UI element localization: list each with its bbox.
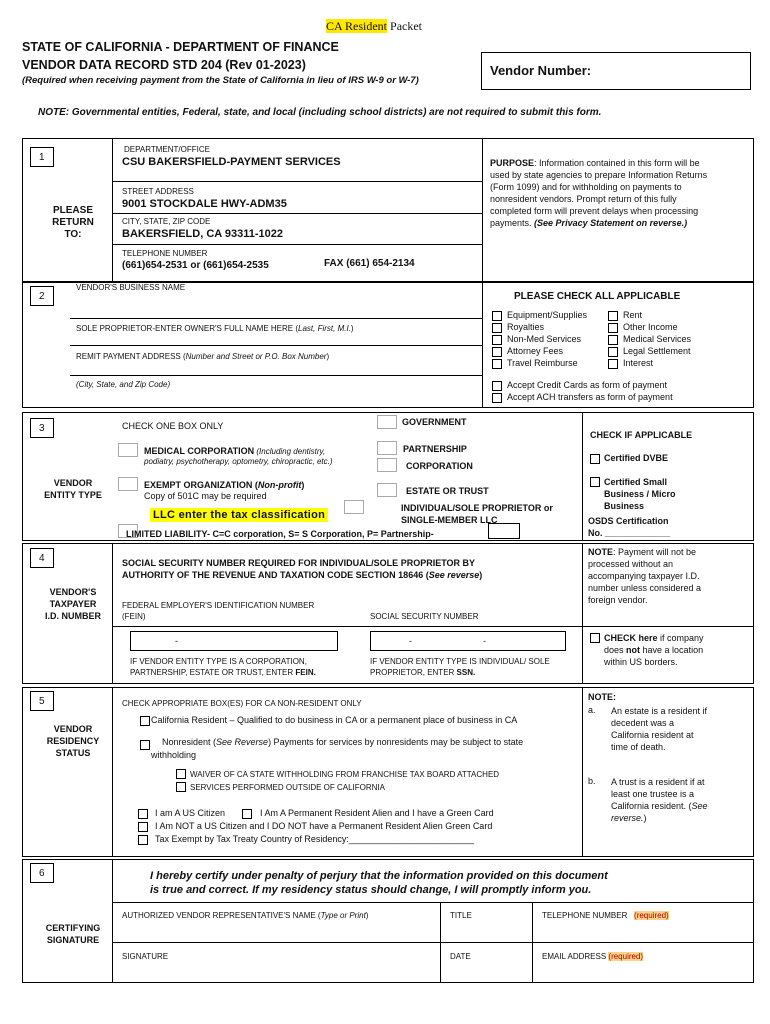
email-required: (required) <box>608 952 644 961</box>
vendor-number-label: Vendor Number: <box>490 63 592 78</box>
city-state-zip-label: (City, State, and Zip Code) <box>76 380 171 389</box>
section-1-number: 1 <box>30 147 54 167</box>
legal-settlement-checkbox[interactable] <box>608 347 618 357</box>
section-3-side-label: VENDOR ENTITY TYPE <box>44 478 102 500</box>
section-6-side-label: CERTIFYING SIGNATURE <box>45 923 101 945</box>
attorney-label: Attorney Fees <box>507 346 564 356</box>
interest-checkbox[interactable] <box>608 359 618 369</box>
other-income-label: Other Income <box>623 322 678 332</box>
ssn-input[interactable]: - - <box>370 631 566 651</box>
equipment-checkbox[interactable] <box>492 311 502 321</box>
other-income-checkbox[interactable] <box>608 323 618 333</box>
ssn-label: SOCIAL SECURITY NUMBER <box>370 612 479 621</box>
corp-instruction-1: IF VENDOR ENTITY TYPE IS A CORPORATION, <box>130 657 307 666</box>
legal-settlement-label: Legal Settlement <box>623 346 691 356</box>
ca-resident-checkbox[interactable] <box>140 716 150 726</box>
waiver-label: WAIVER OF CA STATE WITHHOLDING FROM FRANCHISE TAX BOARD ATTACHED <box>190 770 500 779</box>
fax-value: FAX (661) 654-2134 <box>324 258 415 269</box>
section-3-number: 3 <box>30 418 54 438</box>
osds-label: OSDS Certification <box>588 516 669 526</box>
royalties-checkbox[interactable] <box>492 323 502 333</box>
ind-instruction-1: IF VENDOR ENTITY TYPE IS INDIVIDUAL/ SOLE <box>370 657 550 666</box>
dvbe-label: Certified DVBE <box>604 453 669 463</box>
telephone-required: (required) <box>634 911 669 920</box>
government-checkbox[interactable] <box>377 415 397 429</box>
llc-highlight: LLC enter the tax classification <box>150 508 328 522</box>
form-subtitle: (Required when receiving payment from the State of California in lieu of IRS W-9 or W-7) <box>22 75 419 86</box>
us-citizen-label: I am A US Citizen <box>155 808 226 818</box>
outside-ca-label: SERVICES PERFORMED OUTSIDE OF CALIFORNIA <box>190 783 385 792</box>
check-one-label: CHECK ONE BOX ONLY <box>122 421 224 431</box>
outside-ca-checkbox[interactable] <box>176 782 186 792</box>
note-b-text: A trust is a resident if at least one trustee is a California resident. (See reverse.) <box>611 777 708 823</box>
email-field[interactable]: EMAIL ADDRESS (required) <box>542 952 644 961</box>
street-value: 9001 STOCKDALE HWY-ADM35 <box>122 198 287 210</box>
foreign-vendor-label: CHECK here if company does not have a location within US borders. <box>604 633 704 667</box>
medical-corp-checkbox[interactable] <box>118 443 138 457</box>
non-med-checkbox[interactable] <box>492 335 502 345</box>
fein-sub-label: (FEIN) <box>122 612 146 621</box>
rent-label: Rent <box>623 310 643 320</box>
city-label: CITY, STATE, ZIP CODE <box>122 217 211 226</box>
section-5-number: 5 <box>30 691 54 711</box>
exempt-org-note: Copy of 501C may be required <box>144 491 267 501</box>
individual-checkbox[interactable] <box>344 500 364 514</box>
business-name-label: VENDOR'S BUSINESS NAME <box>76 283 186 292</box>
estate-trust-label: ESTATE OR TRUST <box>406 486 489 496</box>
telephone-field[interactable]: TELEPHONE NUMBER (required) <box>542 911 669 920</box>
travel-label: Travel Reimburse <box>507 358 578 368</box>
check-all-heading: PLEASE CHECK ALL APPLICABLE <box>514 291 681 302</box>
interest-label: Interest <box>623 358 654 368</box>
dept-value: CSU BAKERSFIELD-PAYMENT SERVICES <box>122 156 341 168</box>
royalties-label: Royalties <box>507 322 545 332</box>
packet-label: CA Resident Packet <box>326 19 423 33</box>
purpose-text: PURPOSE: Information contained in this form will be used by state agencies to prepare Information Returns (Form 1099) and for withholding on payments to nonresident vendors. Prompt return of this fully completed form will prevent delays when processing payments. (See Privacy Statement on reverse.) <box>490 158 708 228</box>
form-dept-title: STATE OF CALIFORNIA - DEPARTMENT OF FINANCE <box>22 40 339 54</box>
foreign-vendor-checkbox[interactable] <box>590 633 600 643</box>
ssn-authority-text: AUTHORITY OF THE REVENUE AND TAXATION CODE SECTION 18646 (See reverse) <box>122 570 483 580</box>
medical-services-checkbox[interactable] <box>608 335 618 345</box>
dvbe-checkbox[interactable] <box>590 454 600 464</box>
ind-instruction-2: PROPRIETOR, ENTER SSN. <box>370 668 476 677</box>
taxpayer-note: NOTE: Payment will not be processed without an accompanying taxpayer I.D. number unless considered a foreign vendor. <box>588 547 702 605</box>
travel-checkbox[interactable] <box>492 359 502 369</box>
small-business-label: Certified Small Business / Micro Business <box>604 477 676 511</box>
llc-classification-field[interactable] <box>488 523 520 539</box>
signature-field[interactable]: SIGNATURE <box>122 952 169 961</box>
phone-label: TELEPHONE NUMBER <box>122 249 208 258</box>
sole-proprietor-label: SOLE PROPRIETOR-ENTER OWNER'S FULL NAME HERE (Last, First, M.I.) <box>76 324 354 333</box>
credit-card-label: Accept Credit Cards as form of payment <box>507 380 668 390</box>
medical-corp-label: MEDICAL CORPORATION (Including dentistry, <box>144 446 326 456</box>
government-note: NOTE: Governmental entities, Federal, state, and local (including school districts) are not required to submit this form. <box>38 107 602 118</box>
corp-instruction-2: PARTNERSHIP, ESTATE OR TRUST, ENTER FEIN. <box>130 668 316 677</box>
corporation-checkbox[interactable] <box>377 458 397 472</box>
equipment-label: Equipment/Supplies <box>507 310 588 320</box>
withholding-label: withholding <box>151 750 197 760</box>
corporation-label: CORPORATION <box>406 461 473 471</box>
section-6-number: 6 <box>30 863 54 883</box>
fein-label: FEDERAL EMPLOYER'S IDENTIFICATION NUMBER <box>122 601 315 610</box>
credit-card-checkbox[interactable] <box>492 381 502 391</box>
permanent-resident-checkbox[interactable] <box>242 809 252 819</box>
waiver-checkbox[interactable] <box>176 769 186 779</box>
certification-line-1: I hereby certify under penalty of perjury that the information provided on this document <box>150 870 608 882</box>
exempt-org-checkbox[interactable] <box>118 477 138 491</box>
check-applicable-heading: CHECK IF APPLICABLE <box>590 430 693 440</box>
non-med-label: Non-Med Services <box>507 334 582 344</box>
medical-services-label: Medical Services <box>623 334 692 344</box>
rep-name-field[interactable]: AUTHORIZED VENDOR REPRESENTATIVE'S NAME (Type or Print) <box>122 911 369 920</box>
residency-note-heading: NOTE: <box>588 692 616 702</box>
section-2-number: 2 <box>30 286 54 306</box>
city-value: BAKERSFIELD, CA 93311-1022 <box>122 228 283 240</box>
dept-label: DEPARTMENT/OFFICE <box>124 145 210 154</box>
individual-label: INDIVIDUAL/SOLE PROPRIETOR or <box>401 503 553 513</box>
small-business-checkbox[interactable] <box>590 477 600 487</box>
tax-treaty-label: Tax Exempt by Tax Treaty Country of Residency:_________________________ <box>155 834 475 844</box>
section-5-side-label: VENDOR RESIDENCY STATUS <box>46 724 100 758</box>
permanent-resident-label: I Am A Permanent Resident Alien and I have a Green Card <box>260 808 494 818</box>
certification-line-2: is true and correct. If my residency status should change, I will promptly inform you. <box>150 884 592 896</box>
ach-checkbox[interactable] <box>492 393 502 403</box>
note-b-marker: b. <box>588 776 596 786</box>
note-a-text: An estate is a resident if decedent was a California resident at time of death. <box>611 706 708 752</box>
not-citizen-label: I Am NOT a US Citizen and I DO NOT have a Permanent Resident Alien Green Card <box>155 821 493 831</box>
us-citizen-checkbox[interactable] <box>138 809 148 819</box>
osds-number: No. _____________ <box>588 528 671 538</box>
ca-resident-label: California Resident – Qualified to do business in CA or a permanent place of business in CA <box>151 715 518 725</box>
medical-corp-note: podiatry, psychotherapy, optometry, chiropractic, etc.) <box>144 457 333 466</box>
section-1-side-label: PLEASE RETURN TO: <box>52 205 94 240</box>
single-member-label: SINGLE-MEMBER LLC <box>401 515 498 525</box>
remit-address-label: REMIT PAYMENT ADDRESS (Number and Street or P.O. Box Number) <box>76 352 330 361</box>
fein-input[interactable]: - <box>130 631 338 651</box>
government-label: GOVERNMENT <box>402 417 467 427</box>
tax-treaty-checkbox[interactable] <box>138 835 148 845</box>
partnership-label: PARTNERSHIP <box>403 444 467 454</box>
partnership-checkbox[interactable] <box>377 441 397 455</box>
ssn-required-text: SOCIAL SECURITY NUMBER REQUIRED FOR INDIVIDUAL/SOLE PROPRIETOR BY <box>122 558 476 568</box>
title-field[interactable]: TITLE <box>450 911 472 920</box>
ach-label: Accept ACH transfers as form of payment <box>507 392 673 402</box>
date-field[interactable]: DATE <box>450 952 471 961</box>
estate-trust-checkbox[interactable] <box>377 483 397 497</box>
llc-label: LIMITED LIABILITY- C=C corporation, S= S Corporation, P= Partnership- <box>126 529 434 539</box>
not-citizen-checkbox[interactable] <box>138 822 148 832</box>
note-a-marker: a. <box>588 705 596 715</box>
form-title: VENDOR DATA RECORD STD 204 (Rev 01-2023) <box>22 58 306 72</box>
phone-value: (661)654-2531 or (661)654-2535 <box>122 260 269 271</box>
section-4-side-label: VENDOR'S TAXPAYER I.D. NUMBER <box>45 587 101 621</box>
section-4-number: 4 <box>30 548 54 568</box>
rent-checkbox[interactable] <box>608 311 618 321</box>
vendor-number-field[interactable] <box>481 52 751 90</box>
nonresident-checkbox[interactable] <box>140 740 150 750</box>
attorney-checkbox[interactable] <box>492 347 502 357</box>
exempt-org-label: EXEMPT ORGANIZATION (Non-profit) <box>144 480 305 490</box>
residency-title: CHECK APPROPRIATE BOX(ES) FOR CA NON-RESIDENT ONLY <box>122 699 362 708</box>
street-label: STREET ADDRESS <box>122 187 194 196</box>
nonresident-label: Nonresident (See Reverse) Payments for services by nonresidents may be subject to state <box>162 737 524 747</box>
